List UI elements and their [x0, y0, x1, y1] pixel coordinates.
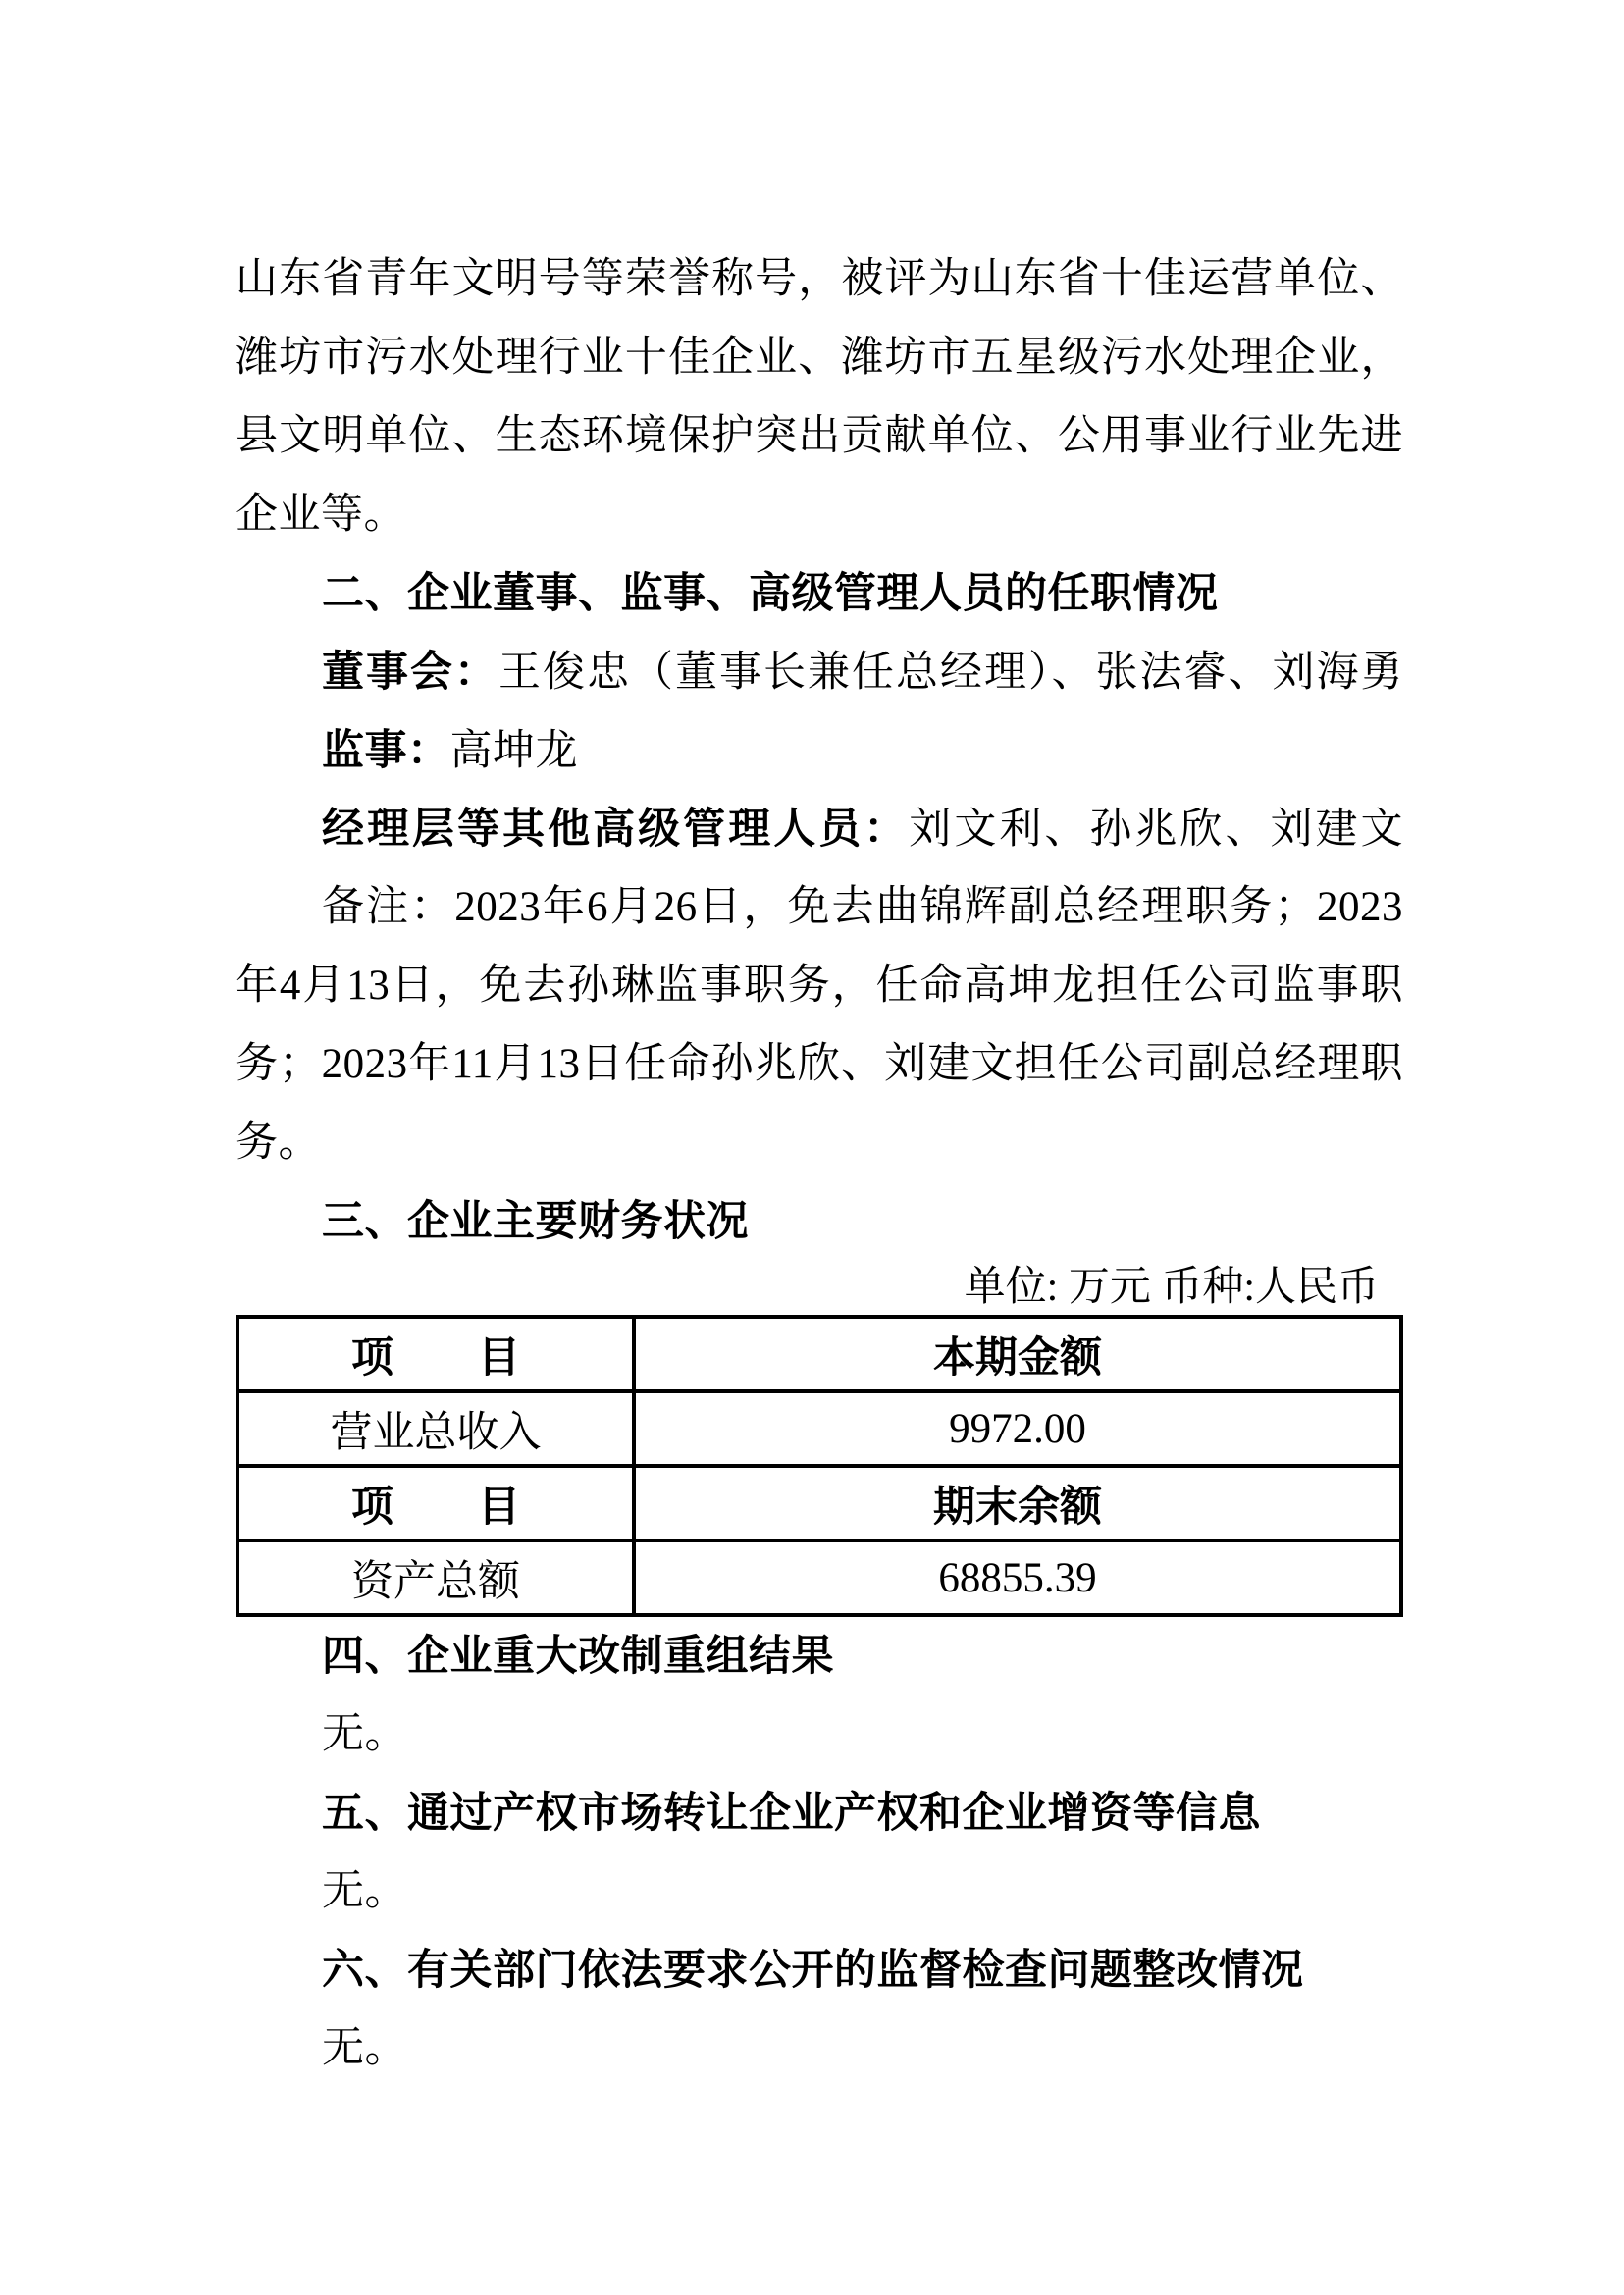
board-members: 王俊忠（董事长兼任总经理）、张法睿、刘海勇: [498, 650, 1403, 696]
section-heading-text: 二、企业董事、监事、高级管理人员的任职情况: [322, 570, 1219, 617]
supervisor-name: 高坤龙: [449, 728, 578, 774]
section-heading-text: 五、通过产权市场转让企业产权和企业增资等信息: [322, 1790, 1261, 1837]
table-cell-item: 资产总额: [237, 1540, 634, 1615]
section-heading-text: 六、有关部门依法要求公开的监督检查问题整改情况: [322, 1947, 1304, 1994]
document-content: [236, 240, 1403, 2088]
table-row: [237, 1540, 1401, 1615]
section-officers: [236, 554, 1403, 1182]
table-header-item: 项 目: [237, 1466, 634, 1540]
board-line: [236, 633, 1403, 711]
table-unit-note: 单位: 万元 币种:人民币: [964, 1265, 1379, 1310]
section-restructuring: [236, 1617, 1403, 1774]
note-line: 务。: [236, 1120, 321, 1166]
section-officers-heading: [236, 554, 1403, 633]
section-supervision-content: 无。: [322, 2025, 407, 2071]
section-heading-text: 四、企业重大改制重组结果: [322, 1633, 834, 1680]
section-supervision: [236, 1931, 1403, 2088]
section-transfer: [236, 1774, 1403, 1931]
note-line: 务；2023年11月13日任命孙兆欣、刘建文担任公司副总经理职: [236, 1041, 1403, 1087]
paragraph-line: 山东省青年文明号等荣誉称号，被评为山东省十佳运营单位、: [236, 256, 1403, 302]
section-transfer-content: 无。: [322, 1868, 407, 1914]
table-cell-item: 营业总收入: [237, 1391, 634, 1466]
section-supervision-heading: [236, 1931, 1403, 2009]
section-finance-heading: [236, 1182, 1403, 1261]
table-header-amount: 本期金额: [634, 1317, 1401, 1391]
note-line: 备注：2023年6月26日，免去曲锦辉副总经理职务；2023: [322, 884, 1403, 930]
section-finance: [236, 1182, 1403, 1617]
table-header-amount: 期末余额: [634, 1466, 1401, 1540]
table-row: [237, 1391, 1401, 1466]
section-heading-text: 三、企业主要财务状况: [322, 1198, 749, 1245]
table-header-item: 项 目: [237, 1317, 634, 1391]
paragraph-line: 县文明单位、生态环境保护突出贡献单位、公用事业行业先进: [236, 413, 1403, 459]
section-restructuring-content: 无。: [322, 1711, 407, 1757]
table-header-row: [237, 1317, 1401, 1391]
table-cell-amount: 68855.39: [634, 1540, 1401, 1615]
board-label: 董事会：: [322, 649, 498, 696]
managers-names: 刘文利、孙兆欣、刘建文: [909, 807, 1404, 853]
note-line: 年4月13日，免去孙琳监事职务，任命高坤龙担任公司监事职: [236, 963, 1403, 1009]
finance-table: [236, 1315, 1403, 1617]
managers-label: 经理层等其他高级管理人员：: [322, 806, 910, 853]
paragraph-line: 企业等。: [236, 492, 406, 538]
paragraph-line: 潍坊市污水处理行业十佳企业、潍坊市五星级污水处理企业，: [236, 335, 1403, 381]
section-restructuring-heading: [236, 1617, 1403, 1695]
supervisor-label: 监事：: [322, 727, 450, 774]
awards-paragraph: [236, 240, 1403, 554]
table-cell-amount: 9972.00: [634, 1391, 1401, 1466]
table-header-row: [237, 1466, 1401, 1540]
section-transfer-heading: [236, 1774, 1403, 1852]
supervisor-line: [236, 711, 1403, 790]
managers-line: [236, 790, 1403, 868]
